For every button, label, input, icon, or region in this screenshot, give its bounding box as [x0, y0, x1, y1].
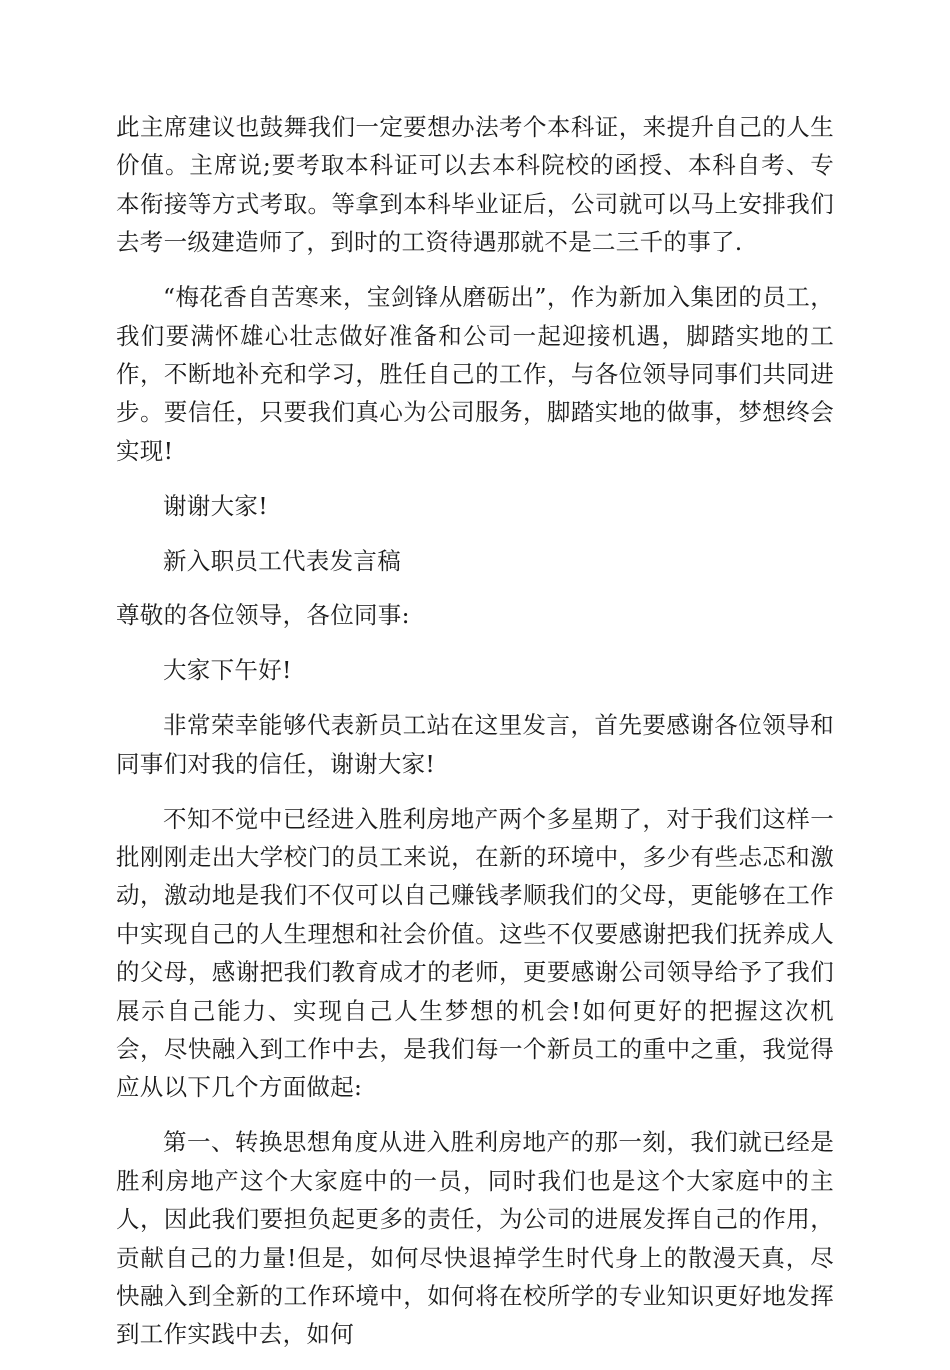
paragraph-5: 第一、转换思想角度从进入胜利房地产的那一刻，我们就已经是胜利房地产这个大家庭中的一员，同时我们也是这个大家庭中的主人，因此我们要担负起更多的责任，为公司的进展发挥自己的作用，贡献自己的力量!但是，如何尽快退掉学生时代身上的散漫天真，尽快融入到全新的工作环境中，如何将在校所学的专业知识更好地发挥到工作实践中去，如何: [116, 1128, 834, 1349]
greeting: 大家下午好!: [163, 656, 292, 685]
paragraph-3: 非常荣幸能够代表新员工站在这里发言，首先要感谢各位领导和同事们对我的信任，谢谢大家!: [116, 711, 834, 778]
paragraph-thanks: 谢谢大家!: [163, 491, 268, 520]
paragraph-4: 不知不觉中已经进入胜利房地产两个多星期了，对于我们这样一批刚刚走出大学校门的员工来说，在新的环境中，多少有些忐忑和激动，激动地是我们不仅可以自己赚钱孝顺我们的父母，更能够在工作中实现自己的人生理想和社会价值。这些不仅要感谢把我们抚养成人的父母，感谢把我们教育成才的老师，更要感谢公司领导给予了我们展示自己能力、实现自己人生梦想的机会!如何更好的把握这次机会，尽快融入到工作中去，是我们每一个新员工的重中之重，我觉得应从以下几个方面做起:: [116, 804, 834, 1102]
document-title: 新入职员工代表发言稿: [163, 546, 401, 575]
paragraph-1: 此主席建议也鼓舞我们一定要想办法考个本科证，来提升自己的人生价值。主席说;要考取本科证可以去本科院校的函授、本科自考、专本衔接等方式考取。等拿到本科毕业证后，公司就可以马上安排我们去考一级建造师了，到时的工资待遇那就不是二三千的事了.: [116, 113, 834, 257]
salutation: 尊敬的各位领导，各位同事:: [116, 601, 410, 630]
document-body: [116, 108, 834, 1370]
paragraph-2: “梅花香自苦寒来，宝剑锋从磨砺出”，作为新加入集团的员工，我们要满怀雄心壮志做好准备和公司一起迎接机遇，脚踏实地的工作，不断地补充和学习，胜任自己的工作，与各位领导同事们共同进步。要信任，只要我们真心为公司服务，脚踏实地的做事，梦想终会实现!: [116, 283, 834, 465]
